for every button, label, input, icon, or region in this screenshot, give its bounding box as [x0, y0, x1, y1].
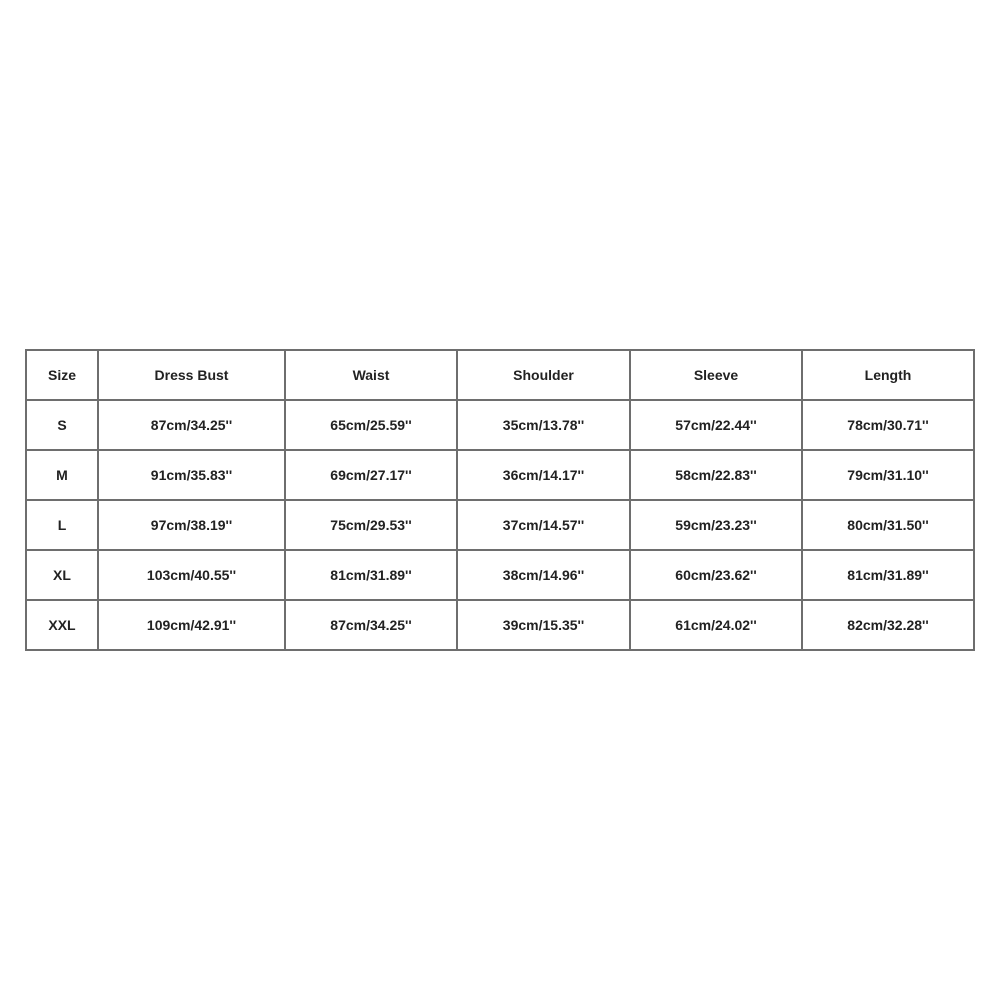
column-header-shoulder: Shoulder — [457, 350, 630, 400]
size-cell: L — [26, 500, 98, 550]
length-cell: 82cm/32.28'' — [802, 600, 974, 650]
table-row — [26, 600, 974, 650]
waist-cell: 81cm/31.89'' — [285, 550, 457, 600]
sleeve-cell: 58cm/22.83'' — [630, 450, 802, 500]
waist-cell: 69cm/27.17'' — [285, 450, 457, 500]
table-row — [26, 500, 974, 550]
waist-cell: 65cm/25.59'' — [285, 400, 457, 450]
size-cell: XXL — [26, 600, 98, 650]
size-cell: XL — [26, 550, 98, 600]
table-header-row — [26, 350, 974, 400]
shoulder-cell: 38cm/14.96'' — [457, 550, 630, 600]
column-header-size: Size — [26, 350, 98, 400]
size-cell: M — [26, 450, 98, 500]
table-row — [26, 550, 974, 600]
dress-bust-cell: 109cm/42.91'' — [98, 600, 285, 650]
sleeve-cell: 60cm/23.62'' — [630, 550, 802, 600]
column-header-length: Length — [802, 350, 974, 400]
length-cell: 79cm/31.10'' — [802, 450, 974, 500]
length-cell: 80cm/31.50'' — [802, 500, 974, 550]
dress-bust-cell: 97cm/38.19'' — [98, 500, 285, 550]
sleeve-cell: 61cm/24.02'' — [630, 600, 802, 650]
table-row — [26, 400, 974, 450]
shoulder-cell: 36cm/14.17'' — [457, 450, 630, 500]
column-header-waist: Waist — [285, 350, 457, 400]
dress-bust-cell: 87cm/34.25'' — [98, 400, 285, 450]
column-header-dress-bust: Dress Bust — [98, 350, 285, 400]
length-cell: 81cm/31.89'' — [802, 550, 974, 600]
table-row — [26, 450, 974, 500]
size-chart-table — [25, 349, 975, 651]
dress-bust-cell: 103cm/40.55'' — [98, 550, 285, 600]
column-header-sleeve: Sleeve — [630, 350, 802, 400]
shoulder-cell: 37cm/14.57'' — [457, 500, 630, 550]
length-cell: 78cm/30.71'' — [802, 400, 974, 450]
dress-bust-cell: 91cm/35.83'' — [98, 450, 285, 500]
waist-cell: 87cm/34.25'' — [285, 600, 457, 650]
waist-cell: 75cm/29.53'' — [285, 500, 457, 550]
sleeve-cell: 59cm/23.23'' — [630, 500, 802, 550]
size-cell: S — [26, 400, 98, 450]
sleeve-cell: 57cm/22.44'' — [630, 400, 802, 450]
shoulder-cell: 39cm/15.35'' — [457, 600, 630, 650]
shoulder-cell: 35cm/13.78'' — [457, 400, 630, 450]
